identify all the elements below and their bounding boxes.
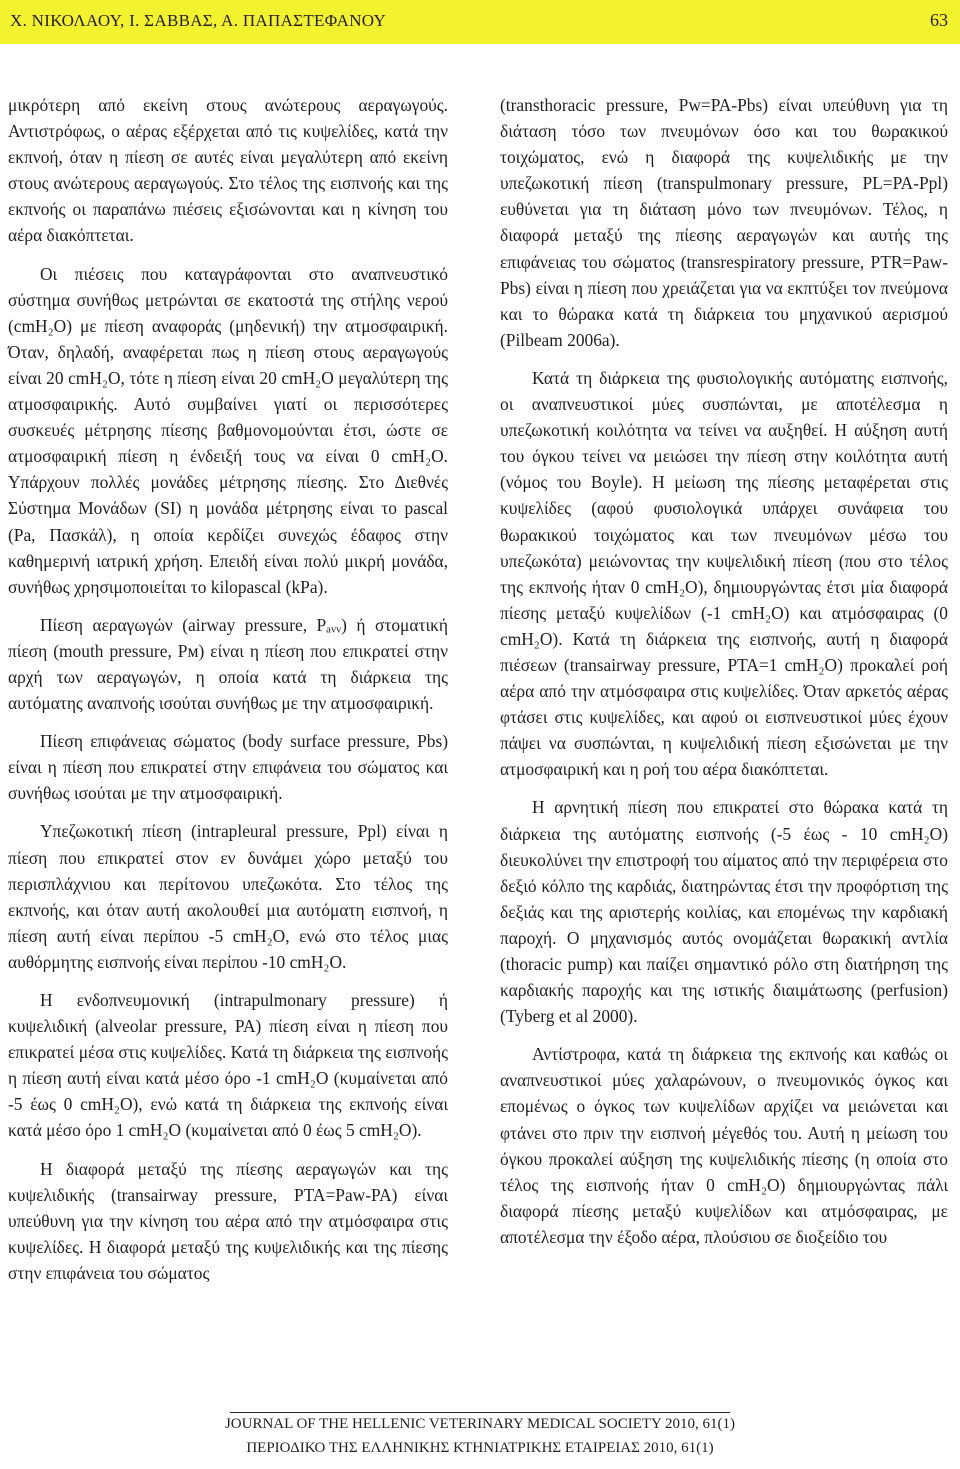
left-column	[8, 92, 448, 1286]
paragraph: Κατά τη διάρκεια της φυσιολογικής αυτόματης εισπνοής, οι αναπνευστικοί μύες συσπώνται, με αποτέλεσμα η υπεζωκοτική κοιλότητα να τείνει να αυξηθεί. Η αύξηση αυτή του όγκου τείνει να μειώσει την πίεση στην κοιλότητα αυτή (νόμος του Boyle). Η μείωση της πίεσης μεταφέρεται στις κυψελίδες (αφού φυσιολογικά υπάρχει συνάφεια του θωρακικού τοιχώματος και των πνευμόνων μέσω του υπεζωκότα) μειώνοντας την κυψελιδική πίεση (που στο τέλος της εκπνοής ήταν 0 cmH₂O), δημιουργώντας έτσι μία διαφορά πίεσης μεταξύ κυψελίδων (-1 cmH₂O) και ατμόσφαιρας (0 cmH₂O). Κατά τη διάρκεια της εισπνοής, αυτή η διαφορά πιέσεων (transairway pressure, PTA=1 cmH₂O) προκαλεί ροή αέρα από την ατμόσφαιρα στις κυψελίδες. Όταν αρκετός αέρας φτάσει στις κυψελίδες, και αφού οι εισπνευστικοί μύες έχουν πάψει να συσπώνται, η κυψελιδική πίεση εξισώνεται με την ατμοσφαιρική και η ροή του αέρα διακόπτεται.	[500, 367, 948, 780]
header-band	[0, 0, 960, 44]
footer-journal-english: JOURNAL OF THE HELLENIC VETERINARY MEDICAL SOCIETY 2010, 61(1)	[224, 1416, 736, 1432]
paragraph: Πίεση αεραγωγών (airway pressure, Pₐᵥᵥ) ή στοματική πίεση (mouth pressure, Pᴍ) είναι η πίεση που επικρατεί στην αρχή των αεραγωγών, η οποία κατά τη διάρκεια της αυτόματης αναπνοής ισούται συνήθως με την ατμοσφαιρική.	[8, 614, 448, 714]
paragraph: Η αρνητική πίεση που επικρατεί στο θώρακα κατά τη διάρκεια της αυτόματης εισπνοής (-5 έως - 10 cmH₂O) διευκολύνει την επιστροφή του αίματος από την περιφέρεια στο δεξιό κόλπο της καρδιάς, διατηρώντας έτσι την προφόρτιση της δεξιάς και της αριστερής κοιλίας, και επομένως την καρδιακή παροχή. Ο μηχανισμός αυτός ονομάζεται θωρακική αντλία (thoracic pump) και παίζει σημαντικό ρόλο στη διατήρηση της καρδιακής παροχής και της ιστικής διαιμάτωσης (perfusion) (Tyberg et al 2000).	[500, 797, 948, 1027]
footer-journal-greek: ΠΕΡΙΟΔΙΚΟ ΤΗΣ ΕΛΛΗΝΙΚΗΣ ΚΤΗΝΙΑΤΡΙΚΗΣ ΕΤΑΙΡΕΙΑΣ 2010, 61(1)	[246, 1440, 714, 1456]
paragraph: Η διαφορά μεταξύ της πίεσης αεραγωγών και της κυψελιδικής (transairway pressure, PTA=Paw-PA) είναι υπεύθυνη για την κίνηση του αέρα από την ατμόσφαιρα στις κυψελίδες. Η διαφορά μεταξύ της κυψελιδικής και της πίεσης στην επιφάνεια του σώματος	[8, 1158, 448, 1283]
running-head-authors: Χ. ΝΙΚΟΛΑΟΥ, Ι. ΣΑΒΒΑΣ, Α. ΠΑΠΑΣΤΕΦΑΝΟΥ	[10, 11, 387, 30]
paragraph: Πίεση επιφάνειας σώματος (body surface pressure, Pbs) είναι η πίεση που επικρατεί στην επιφάνεια του σώματος και συνήθως ισούται με την ατμοσφαιρική.	[8, 731, 448, 804]
page-number: 63	[930, 10, 948, 30]
paragraph: (transthoracic pressure, Pw=PA-Pbs) είναι υπεύθυνη για τη διάταση τόσο των πνευμόνων όσο και του θωρακικού τοιχώματος, ενώ η διαφορά της κυψελιδικής με την υπεζωκοτική πίεση (transpulmonary pressure, PL=PA-Ppl) ευθύνεται για τη διάταση μόνο των πνευμόνων. Τέλος, η διαφορά μεταξύ της πίεσης αεραγωγών και αυτής της επιφάνειας του σώματος (transrespiratory pressure, PTR=Paw-Pbs) είναι η πίεση που χρειάζεται για να εκπτύξει τον πνεύμονα και το θώρακα κατά τη διάρκεια του μηχανικού αερισμού (Pilbeam 2006a).	[500, 95, 948, 350]
footer-rule	[230, 1412, 730, 1413]
paragraph: Αντίστροφα, κατά τη διάρκεια της εκπνοής και καθώς οι αναπνευστικοί μύες χαλαρώνουν, ο πνευμονικός όγκος και επομένως ο όγκος των κυψελίδων αρχίζει να μειώνεται και φτάνει στο πριν την εισπνοή μέγεθός του. Αυτή η μείωση του όγκου προκαλεί αύξηση της κυψελιδικής πίεσης (η οποία στο τέλος της εισπνοής ήταν 0 cmH₂O) δημιουργώντας πάλι διαφορά πίεσης μεταξύ κυψελίδων και ατμόσφαιρας, με αποτέλεσμα την έξοδο αέρα, πλούσιου σε διοξείδιο του	[500, 1044, 948, 1247]
paragraph: Οι πιέσεις που καταγράφονται στο αναπνευστικό σύστημα συνήθως μετρώνται σε εκατοστά της στήλης νερού (cmH₂O) με πίεση αναφοράς (μηδενική) την ατμοσφαιρική. Όταν, δηλαδή, αναφέρεται πως η πίεση στους αεραγωγούς είναι 20 cmH₂O, τότε η πίεση είναι 20 cmH₂O μεγαλύτερη της ατμοσφαιρικής. Αυτό συμβαίνει γιατί οι περισσότερες συσκευές μέτρησης πίεσης βαθμονομούνται έτσι, ώστε σε ατμοσφαιρική πίεση η ένδειξή τους να είναι 0 cmH₂O. Υπάρχουν πολλές μονάδες μέτρησης πίεσης. Στο Διεθνές Σύστημα Μονάδων (SI) η μονάδα μέτρησης είναι το pascal (Pa, Πασκάλ), η οποία κερδίζει συνεχώς έδαφος στην καθημερινή ιατρική χρήση. Επειδή είναι πολύ μικρή μονάδα, συνήθως χρησιμοποιείται το kilopascal (kPa).	[8, 263, 448, 597]
right-column	[500, 92, 948, 1250]
paragraph: Η ενδοπνευμονική (intrapulmonary pressure) ή κυψελιδική (alveolar pressure, PA) πίεση είναι η πίεση που επικρατεί μέσα στις κυψελίδες. Κατά τη διάρκεια της εισπνοής η πίεση αυτή είναι κατά μέσο όρο -1 cmH₂O (κυμαίνεται από -5 έως 0 cmH₂O), ενώ κατά τη διάρκεια της εκπνοής είναι κατά μέσο όρο 1 cmH₂O (κυμαίνεται από 0 έως 5 cmH₂O).	[8, 990, 448, 1141]
paragraph: μικρότερη από εκείνη στους ανώτερους αεραγωγούς. Αντιστρόφως, ο αέρας εξέρχεται από τις κυψελίδες, κατά την εκπνοή, όταν η πίεση σε αυτές είναι μεγαλύτερη από εκείνη στους ανώτερους αεραγωγούς. Στο τέλος της εισπνοής και της εκπνοής οι παραπάνω πιέσεις εξισώνονται και η κίνηση του αέρα διακόπτεται.	[8, 95, 448, 246]
paragraph: Υπεζωκοτική πίεση (intrapleural pressure, Ppl) είναι η πίεση που επικρατεί στον εν δυνάμει χώρο μεταξύ του περισπλάχνιου και περίτονου υπεζωκότα. Στο τέλος της εκπνοής, και όταν αυτή ακολουθεί μια αυτόματη εισπνοή, η πίεση αυτή είναι περίπου -5 cmH₂O, ενώ στο τέλος μιας αυθόρμητης εισπνοής είναι περίπου -10 cmH₂O.	[8, 821, 448, 972]
